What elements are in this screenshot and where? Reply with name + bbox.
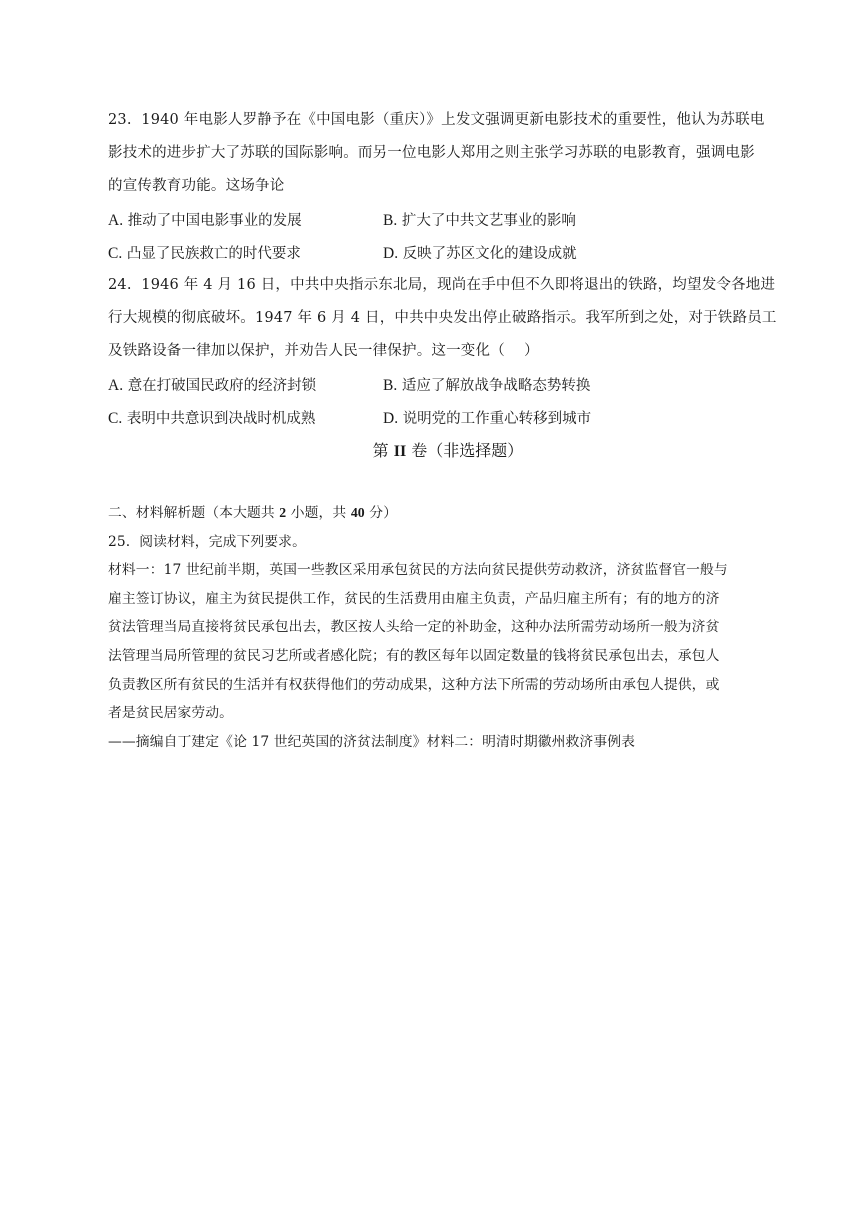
question-24-options-row-1 — [108, 368, 788, 401]
material-line-5: 负责教区所有贫民的生活并有权获得他们的劳动成果，这种方法下所需的劳动场所由承包人提供，或 — [108, 676, 720, 693]
option-text: 意在打破国民政府的经济封锁 — [127, 378, 317, 394]
question-24-option-c: C. 表明中共意识到决战时机成熟 — [108, 410, 316, 427]
section-title-roman: II — [393, 443, 407, 460]
question-23-option-c: C. 凸显了民族救亡的时代要求 — [108, 245, 301, 262]
question-23-option-a: A. 推动了中国电影事业的发展 — [108, 212, 302, 229]
question-24 — [108, 269, 788, 434]
option-text: 反映了苏区文化的建设成就 — [402, 246, 577, 262]
exam-page — [108, 104, 788, 756]
material-line-4: 法管理当局所管理的贫民习艺所或者感化院；有的教区每年以固定数量的钱将贫民承包出去，承包人 — [108, 647, 720, 664]
question-24-option-b: B. 适应了解放战争战略态势转换 — [383, 377, 591, 394]
option-text: 凸显了民族救亡的时代要求 — [126, 246, 301, 262]
option-text: 表明中共意识到决战时机成熟 — [126, 411, 316, 427]
option-text: 说明党的工作重心转移到城市 — [402, 411, 592, 427]
question-24-option-d: D. 说明党的工作重心转移到城市 — [383, 410, 592, 427]
question-25 — [108, 528, 788, 757]
question-23-line-2: 影技术的进步扩大了苏联的国际影响。而另一位电影人郑用之则主张学习苏联的电影教育，强调电影 — [108, 145, 755, 161]
material-line-6: 者是贫民居家劳动。 — [108, 705, 234, 722]
question-24-option-a: A. 意在打破国民政府的经济封锁 — [108, 377, 317, 394]
part-heading-count: 2 — [279, 505, 287, 520]
question-24-options-row-2 — [108, 401, 788, 434]
section-title-suffix: 卷（非选择题） — [406, 441, 524, 460]
question-23-line-1: 23. 1940 年电影人罗静予在《中国电影（重庆）》上发文强调更新电影技术的重要性，他认为苏联电 — [108, 112, 765, 128]
question-24-line-2: 行大规模的彻底破坏。1947 年 6 月 4 日，中共中央发出停止破路指示。我军所到之处，对于铁路员工 — [108, 310, 777, 326]
question-23 — [108, 104, 788, 269]
question-24-line-3: 及铁路设备一律加以保护，并劝告人民一律保护。这一变化（ ） — [108, 343, 539, 359]
question-25-stem: 25. 阅读材料，完成下列要求。 — [108, 533, 306, 550]
option-text: 扩大了中共文艺事业的影响 — [401, 213, 576, 229]
material-line-3: 贫法管理当局直接将贫民承包出去，教区按人头给一定的补助金，这种办法所需劳动场所一般为济贫 — [108, 619, 720, 636]
part-heading — [108, 499, 788, 528]
option-text: 适应了解放战争战略态势转换 — [401, 378, 591, 394]
question-23-line-3: 的宣传教育功能。这场争论 — [108, 178, 285, 194]
question-23-option-b: B. 扩大了中共文艺事业的影响 — [383, 212, 576, 229]
material-line-2: 雇主签订协议，雇主为贫民提供工作，贫民的生活费用由雇主负责，产品归雇主所有；有的地方的济 — [108, 590, 720, 607]
part-heading-suffix: 分） — [364, 505, 398, 521]
spacer — [108, 469, 788, 499]
section-title-prefix: 第 — [372, 441, 394, 460]
material-line-1: 材料一：17 世纪前半期，英国一些教区采用承包贫民的方法向贫民提供劳动救济，济贫监督官一般与 — [108, 562, 728, 579]
question-23-options-row-2 — [108, 236, 788, 269]
question-24-line-1: 24. 1946 年 4 月 16 日，中共中央指示东北局，现尚在手中但不久即将退出的铁路，均望发令各地进 — [108, 277, 776, 293]
option-text: 推动了中国电影事业的发展 — [127, 213, 302, 229]
question-23-option-d: D. 反映了苏区文化的建设成就 — [383, 245, 577, 262]
part-heading-prefix: 二、材料解析题（本大题共 — [108, 505, 280, 521]
question-23-options-row-1 — [108, 203, 788, 236]
part-heading-mid: 小题，共 — [286, 505, 351, 521]
material-source-line: ——摘编自丁建定《论 17 世纪英国的济贫法制度》材料二：明清时期徽州救济事例表 — [108, 733, 636, 750]
section-title — [108, 434, 788, 469]
part-heading-score: 40 — [350, 505, 365, 520]
